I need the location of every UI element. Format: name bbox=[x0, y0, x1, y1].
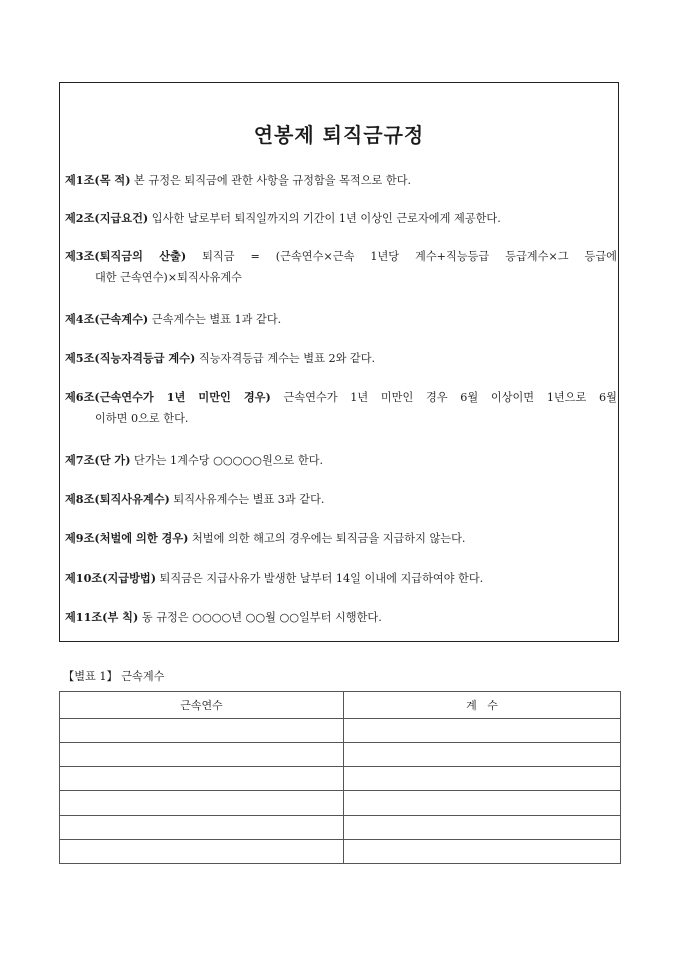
article-3 bbox=[65, 246, 617, 288]
article-text: 퇴직금 = (근속연수×근속 1년당 계수+직능등급 등급계수×그 등급에 bbox=[186, 250, 617, 263]
table-cell bbox=[60, 719, 344, 743]
table-cell bbox=[344, 719, 621, 743]
table-cell bbox=[344, 791, 621, 815]
article-4 bbox=[65, 309, 617, 330]
article-11 bbox=[65, 607, 617, 628]
article-label: 제5조(직능자격등급 계수) bbox=[65, 351, 196, 365]
table-cell bbox=[60, 791, 344, 815]
article-text: 단가는 1계수당 ○○○○○원으로 한다. bbox=[130, 454, 324, 467]
table-row bbox=[60, 839, 621, 863]
table-row bbox=[60, 815, 621, 839]
article-text: 처벌에 의한 해고의 경우에는 퇴직금을 지급하지 않는다. bbox=[188, 532, 466, 545]
article-label: 제2조(지급요건) bbox=[65, 211, 149, 225]
table-cell bbox=[60, 767, 344, 791]
table-header-row bbox=[60, 692, 621, 719]
document-title: 연봉제 퇴직금규정 bbox=[253, 123, 425, 147]
appendix-caption: 【별표 1】 근속계수 bbox=[63, 670, 165, 683]
header-years-of-service: 근속연수 bbox=[60, 692, 344, 719]
article-label: 제1조(목 적) bbox=[65, 173, 131, 187]
article-9 bbox=[65, 528, 617, 549]
table-cell bbox=[344, 743, 621, 767]
article-text: 본 규정은 퇴직금에 관한 사항을 규정함을 목적으로 한다. bbox=[130, 174, 412, 187]
article-label: 제4조(근속계수) bbox=[65, 312, 149, 326]
table-cell bbox=[60, 839, 344, 863]
article-text: 직능자격등급 계수는 별표 2와 같다. bbox=[195, 352, 376, 365]
header-coefficient: 계 수 bbox=[344, 692, 621, 719]
article-label: 제11조(부 칙) bbox=[65, 610, 139, 624]
article-text: 퇴직사유계수는 별표 3과 같다. bbox=[169, 493, 325, 506]
article-6 bbox=[65, 387, 617, 429]
table-row bbox=[60, 791, 621, 815]
article-label: 제9조(처벌에 의한 경우) bbox=[65, 531, 189, 545]
article-8 bbox=[65, 489, 617, 510]
table-row bbox=[60, 743, 621, 767]
table-cell bbox=[344, 815, 621, 839]
service-coefficient-table bbox=[59, 691, 621, 864]
article-text: 입사한 날로부터 퇴직일까지의 기간이 1년 이상인 근로자에게 제공한다. bbox=[148, 212, 501, 225]
article-5 bbox=[65, 348, 617, 369]
article-10 bbox=[65, 568, 617, 589]
article-2 bbox=[65, 208, 617, 229]
article-continuation: 이하면 0으로 한다. bbox=[95, 412, 189, 425]
article-text: 퇴직금은 지급사유가 발생한 날부터 14일 이내에 지급하여야 한다. bbox=[156, 572, 484, 585]
article-label: 제3조(퇴직금의 산출) bbox=[65, 249, 187, 263]
table-cell bbox=[60, 815, 344, 839]
table-row bbox=[60, 719, 621, 743]
table-cell bbox=[344, 839, 621, 863]
table-cell bbox=[60, 743, 344, 767]
article-1 bbox=[65, 170, 617, 191]
article-continuation: 대한 근속연수)×퇴직사유계수 bbox=[95, 271, 242, 284]
table-cell bbox=[344, 767, 621, 791]
article-7 bbox=[65, 450, 617, 471]
article-label: 제10조(지급방법) bbox=[65, 571, 156, 585]
article-label: 제6조(근속연수가 1년 미만인 경우) bbox=[65, 390, 271, 404]
regulation-box bbox=[59, 82, 619, 642]
article-label: 제7조(단 가) bbox=[65, 453, 131, 467]
table-row bbox=[60, 767, 621, 791]
article-text: 근속연수가 1년 미만인 경우 6월 이상이면 1년으로 6월 bbox=[270, 391, 617, 404]
article-label: 제8조(퇴직사유계수) bbox=[65, 492, 170, 506]
article-text: 근속계수는 별표 1과 같다. bbox=[148, 313, 282, 326]
article-text: 동 규정은 ○○○○년 ○○월 ○○일부터 시행한다. bbox=[138, 611, 382, 624]
